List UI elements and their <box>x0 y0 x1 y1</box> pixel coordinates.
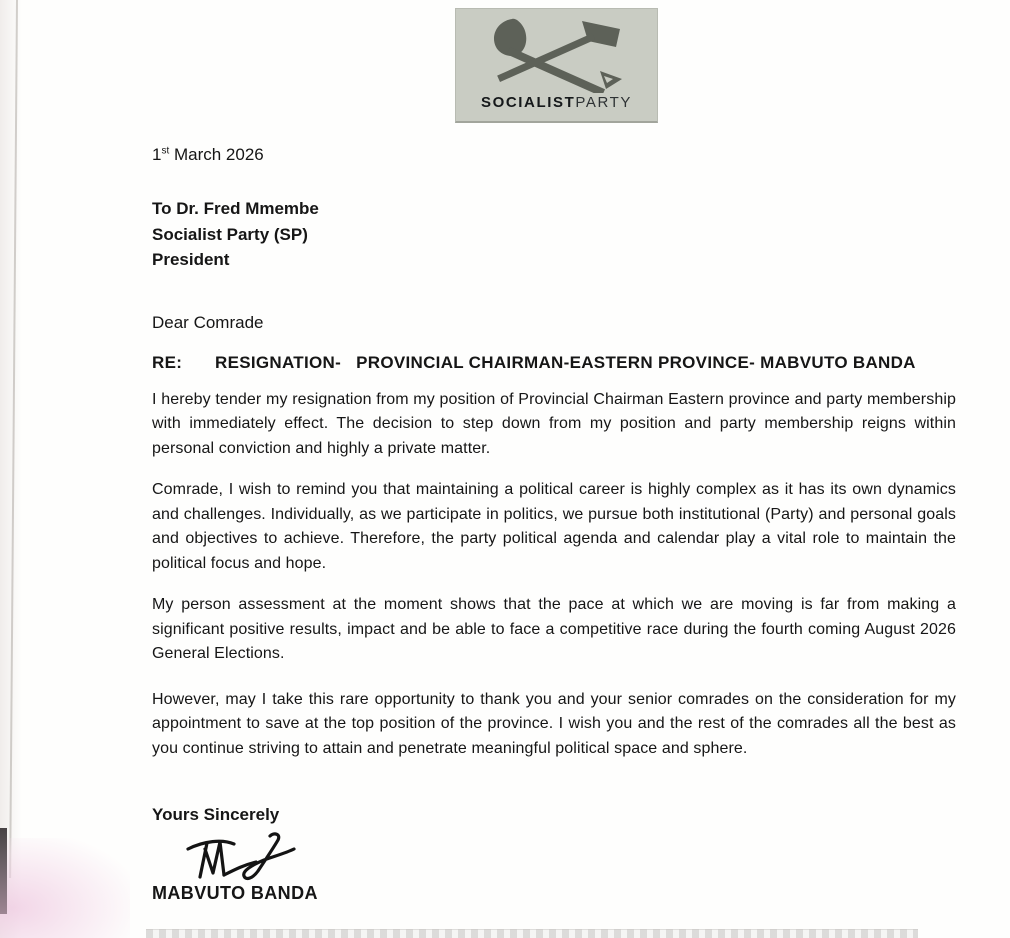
recipient-title: President <box>152 250 230 269</box>
letter-date <box>152 145 956 165</box>
logo-wordmark-light: PARTY <box>575 94 633 111</box>
recipient-organization: Socialist Party (SP) <box>152 224 308 244</box>
date-day: 1 <box>152 145 162 164</box>
date-ordinal: st <box>161 145 170 157</box>
recipient-name: To Dr. Fred Mmembe <box>152 199 319 218</box>
handwritten-signature <box>178 827 338 885</box>
salutation: Dear Comrade <box>152 312 264 332</box>
subject-line <box>152 353 956 373</box>
paragraph-assessment: My person assessment at the moment shows that the pace at which we are moving is far from making a significant positive results, impact and be able to face a competitive race during the fourth coming August 2026 General Elections. <box>152 596 956 662</box>
scan-bottom-band <box>146 929 918 938</box>
scan-pink-smudge <box>0 838 130 938</box>
paragraph-political-career: Comrade, I wish to remind you that maintaining a political career is highly complex as it has its own dynamics and challenges. Individually, as we participate in politics, we pursue both institutional (Party) and personal goals and objectives to achieve. Therefore, the party political agenda and calendar play a vital role to maintain the political focus and hope. <box>152 481 956 572</box>
socialist-party-logo <box>455 8 658 123</box>
subject-label: RE: <box>152 352 183 372</box>
paragraph-thanks: However, may I take this rare opportunity to thank you and your senior comrades on the consideration for my appointment to save at the top position of the province. I wish you and the rest of the comrades all the best as you continue striving to attain and penetrate meaningful political space and sphere. <box>152 690 956 757</box>
logo-wordmark <box>481 94 632 111</box>
date-rest: March 2026 <box>169 145 264 164</box>
recipient-block <box>152 196 956 273</box>
closing-phrase: Yours Sincerely <box>152 805 280 824</box>
paragraph-resignation: I hereby tender my resignation from my position of Provincial Chairman Eastern province and party membership with immediately effect. The decision to step down from my position and party membership reigns within personal conviction and highly a private matter. <box>152 390 956 457</box>
scan-dark-strip <box>0 828 7 914</box>
crossed-shovel-axe-icon <box>482 15 632 93</box>
signatory-name: MABVUTO BANDA <box>152 883 318 903</box>
logo-wordmark-bold: SOCIALIST <box>480 94 576 111</box>
letter-content <box>152 145 956 904</box>
subject-text: RESIGNATION- PROVINCIAL CHAIRMAN-EASTERN PROVINCE- MABVUTO BANDA <box>215 352 916 372</box>
